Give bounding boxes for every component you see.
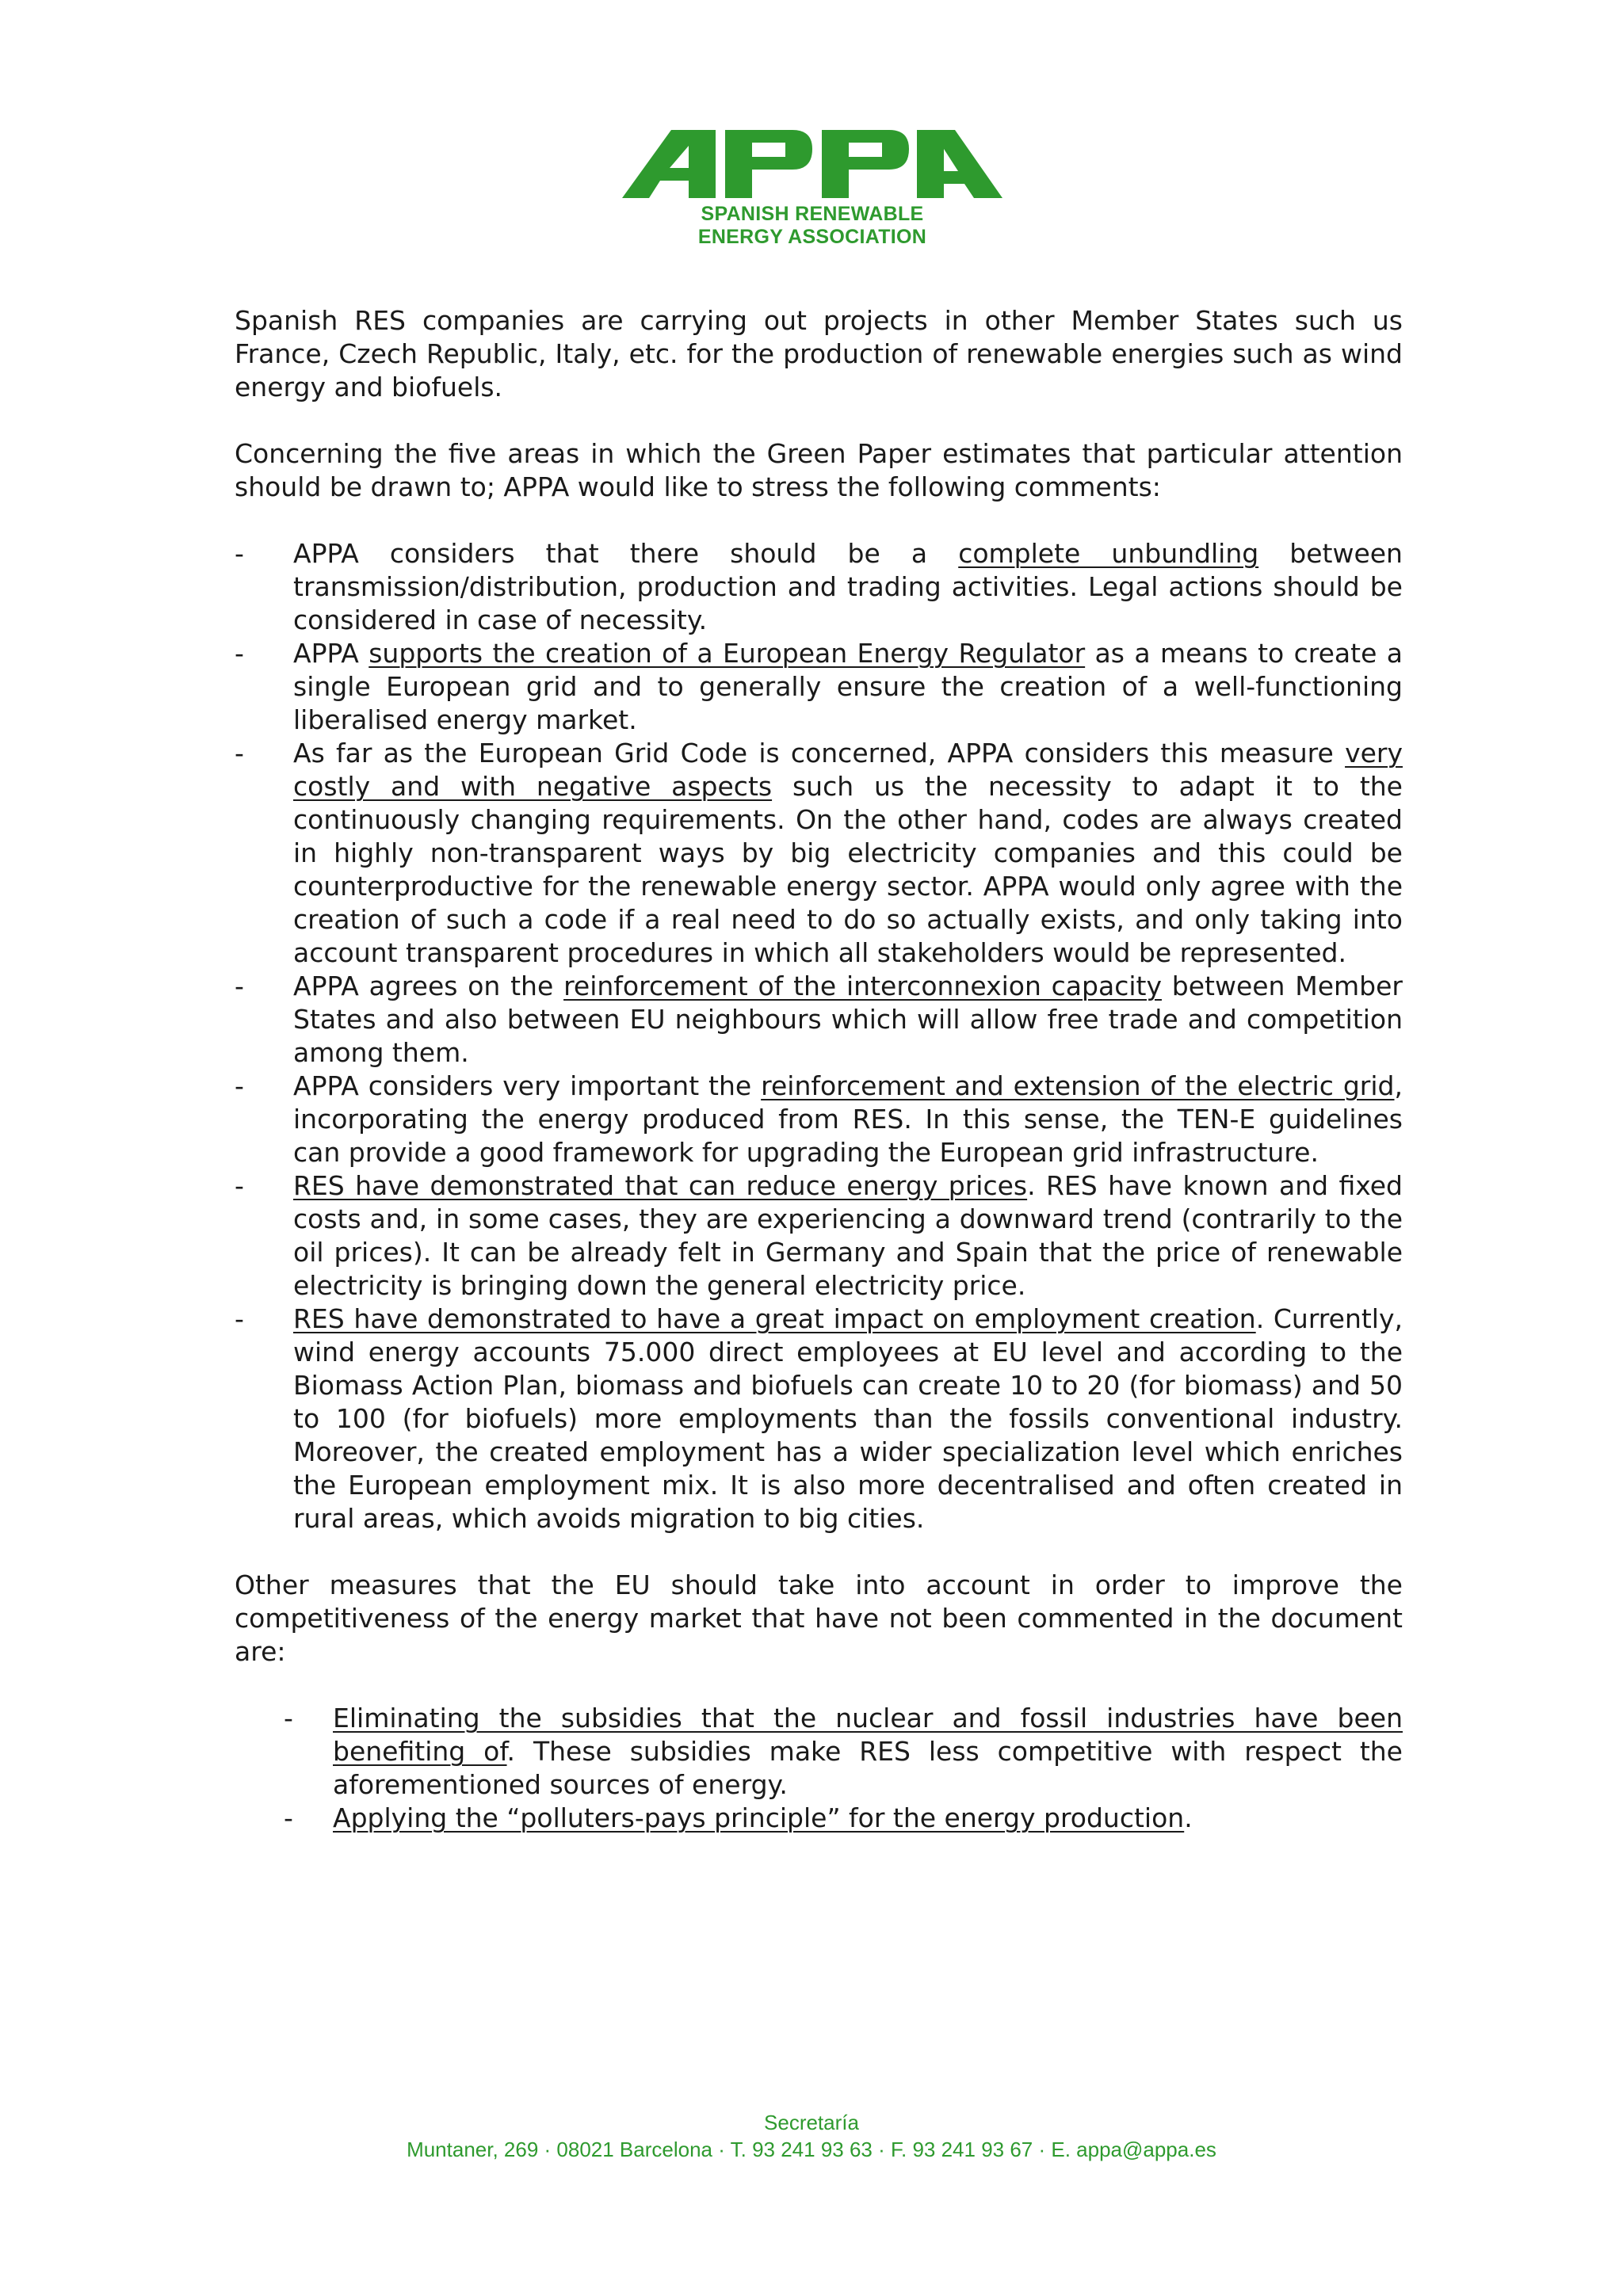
other-measures-list xyxy=(235,1702,1403,1835)
list-dash: - xyxy=(284,1802,293,1833)
list-item: - Applying the “polluters-pays principle” for the energy production. xyxy=(284,1802,1193,1833)
intro-paragraph-1: Spanish RES companies are carrying out projects in other Member States such us France, Czech Republic, Italy, etc. for the production of renewable energies such as wind energy and biofuels. xyxy=(235,305,1403,402)
other-measures-intro: Other measures that the EU should take into account in order to improve the competitiveness of the energy market that have not been commented in the document are: xyxy=(235,1569,1403,1667)
list-dash: - xyxy=(284,1703,293,1733)
page-footer xyxy=(0,2109,1623,2163)
list-dash: - xyxy=(235,1303,244,1334)
list-item: - APPA agrees on the reinforcement of the interconnexion capacity between Member States and also between EU neighbours which will allow free trade and competition among them. xyxy=(235,971,1403,1068)
logo-line-1: SPANISH RENEWABLE xyxy=(701,203,924,225)
appa-logo-mark xyxy=(622,125,1002,203)
intro-paragraph-2: Concerning the five areas in which the Green Paper estimates that particular attention should be drawn to; APPA would like to stress the following comments: xyxy=(235,438,1403,502)
footer-department: Secretaría xyxy=(764,2111,859,2134)
list-item: - APPA supports the creation of a European Energy Regulator as a means to create a single European grid and to generally ensure the creation of a well-functioning liberalised energy market. xyxy=(235,638,1403,735)
underlined-phrase: Applying the “polluters-pays principle” for the energy production xyxy=(333,1802,1185,1833)
underlined-phrase: Eliminating the subsidies that the nuclear and fossil industries have been benefiting of xyxy=(333,1703,1403,1767)
list-dash: - xyxy=(235,971,244,1001)
logo-line-2: ENERGY ASSOCIATION xyxy=(697,226,927,248)
list-dash: - xyxy=(235,538,244,569)
document-body xyxy=(235,304,1403,1835)
underlined-phrase: RES have demonstrated to have a great impact on employment creation xyxy=(293,1303,1256,1334)
underlined-phrase: reinforcement of the interconnexion capacity xyxy=(563,971,1162,1001)
list-dash: - xyxy=(235,638,244,669)
footer-contact: Muntaner, 269 · 08021 Barcelona · T. 93 241 93 63 · F. 93 241 93 67 · E. appa@appa.es xyxy=(407,2138,1216,2161)
comments-list xyxy=(235,537,1403,1535)
list-item: - APPA considers that there should be a complete unbundling between transmission/distribution, production and trading activities. Legal actions should be considered in case of necessity. xyxy=(235,538,1403,635)
underlined-phrase: very costly and with negative aspects xyxy=(293,738,1403,802)
underlined-phrase: complete unbundling xyxy=(958,538,1259,569)
appa-logo xyxy=(618,125,1006,252)
list-item: - RES have demonstrated that can reduce energy prices. RES have known and fixed costs and, in some cases, they are experiencing a downward trend (contrarily to the oil prices). It can be already felt in Germany and Spain that the price of renewable electricity is bringing down the general electricity price. xyxy=(235,1170,1403,1301)
list-dash: - xyxy=(235,1070,244,1101)
list-dash: - xyxy=(235,1170,244,1201)
underlined-phrase: reinforcement and extension of the electric grid xyxy=(761,1070,1395,1101)
list-item: - Eliminating the subsidies that the nuclear and fossil industries have been benefiting of. These subsidies make RES less competitive with respect the aforementioned sources of energy. xyxy=(284,1703,1403,1800)
list-item: - RES have demonstrated to have a great impact on employment creation. Currently, wind energy accounts 75.000 direct employees at EU level and according to the Biomass Action Plan, biomass and biofuels can create 10 to 20 (for biomass) and 50 to 100 (for biofuels) more employments than the fossils conventional industry. Moreover, the created employment has a wider specialization level which enriches the European employment mix. It is also more decentralised and often created in rural areas, which avoids migration to big cities. xyxy=(235,1303,1403,1534)
list-item: - APPA considers very important the reinforcement and extension of the electric grid, incorporating the energy produced from RES. In this sense, the TEN-E guidelines can provide a good framework for upgrading the European grid infrastructure. xyxy=(235,1070,1403,1168)
list-dash: - xyxy=(235,738,244,769)
list-item: - As far as the European Grid Code is concerned, APPA considers this measure very costly and with negative aspects such us the necessity to adapt it to the continuously changing requirements. On the other hand, codes are always created in highly non-transparent ways by big electricity companies and this could be counterproductive for the renewable energy sector. APPA would only agree with the creation of such a code if a real need to do so actually exists, and only taking into account transparent procedures in which all stakeholders would be represented. xyxy=(235,738,1403,968)
underlined-phrase: RES have demonstrated that can reduce energy prices xyxy=(293,1170,1028,1201)
underlined-phrase: supports the creation of a European Energy Regulator xyxy=(369,638,1086,669)
